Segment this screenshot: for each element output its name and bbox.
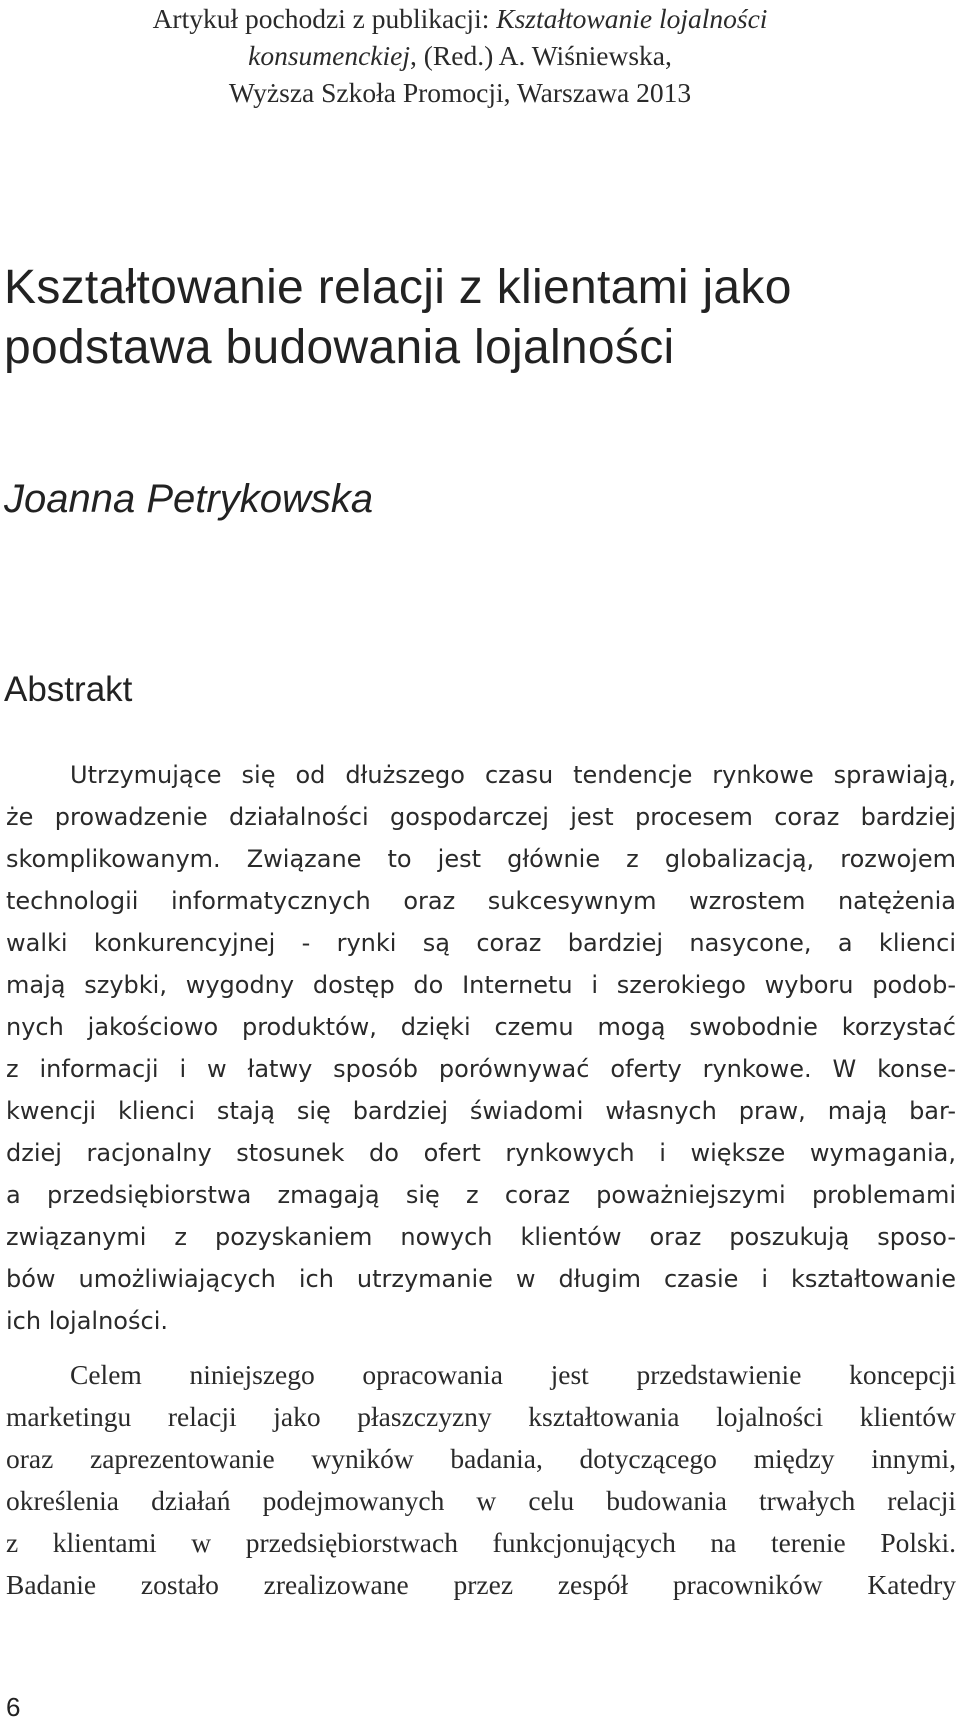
abstract-text xyxy=(6,754,956,1342)
article-title-line-1: Kształtowanie relacji z klientami jako xyxy=(4,261,792,314)
article-author: Joanna Petrykowska xyxy=(4,477,374,521)
abstract-line: związanymi z pozyskaniem nowych klientów oraz poszukują sposo- xyxy=(6,1223,956,1251)
article-title-line-2: podstawa budowania lojalności xyxy=(4,321,675,374)
publication-title-part-1: Kształtowanie lojalności xyxy=(496,3,768,34)
abstract-line: ich lojalności. xyxy=(6,1307,168,1335)
abstract-line: walki konkurencyjnej - rynki są coraz bardziej nasycone, a klienci xyxy=(6,929,956,957)
abstract-heading: Abstrakt xyxy=(4,670,133,709)
publication-title-part-2: konsumenckiej xyxy=(248,40,410,71)
abstract-line: mają szybki, wygodny dostęp do Internetu i szerokiego wyboru podob- xyxy=(6,971,956,999)
body-line: z klientami w przedsiębiorstwach funkcjonujących na terenie Polski. xyxy=(6,1527,956,1558)
abstract-line: Utrzymujące się od dłuższego czasu tendencje rynkowe sprawiają, xyxy=(70,761,956,789)
body-text xyxy=(6,1354,956,1606)
article-title xyxy=(4,258,954,378)
abstract-line: z informacji i w łatwy sposób porównywać oferty rynkowe. W konse- xyxy=(6,1055,956,1083)
body-line: Celem niniejszego opracowania jest przedstawienie koncepcji xyxy=(70,1359,956,1390)
publication-note-line-1 xyxy=(60,0,860,37)
abstract-line: dziej racjonalny stosunek do ofert rynkowych i większe wymagania, xyxy=(6,1139,956,1167)
abstract-line: nych jakościowo produktów, dzięki czemu mogą swobodnie korzystać xyxy=(6,1013,956,1041)
abstract-line: kwencji klienci stają się bardziej świadomi własnych praw, mają bar- xyxy=(6,1097,956,1125)
body-line: Badanie zostało zrealizowane przez zespół pracowników Katedry xyxy=(6,1569,956,1600)
publication-note-line-3: Wyższa Szkoła Promocji, Warszawa 2013 xyxy=(228,77,692,108)
body-line: marketingu relacji jako płaszczyzny kształtowania lojalności klientów xyxy=(6,1401,956,1432)
abstract-line: bów umożliwiających ich utrzymanie w długim czasie i kształtowanie xyxy=(6,1265,956,1293)
body-line: określenia działań podejmowanych w celu budowania trwałych relacji xyxy=(6,1485,956,1516)
publication-note-line-2 xyxy=(60,37,860,74)
abstract-line: skomplikowanym. Związane to jest głównie z globalizacją, rozwojem xyxy=(6,845,956,873)
abstract-line: technologii informatycznych oraz sukcesywnym wzrostem natężenia xyxy=(6,887,956,915)
publication-note xyxy=(60,0,860,111)
publication-note-prefix: Artykuł pochodzi z publikacji: xyxy=(152,3,497,34)
abstract-line: a przedsiębiorstwa zmagają się z coraz poważniejszymi problemami xyxy=(6,1181,956,1209)
body-line: oraz zaprezentowanie wyników badania, dotyczącego między innymi, xyxy=(6,1443,956,1474)
abstract-line: że prowadzenie działalności gospodarczej jest procesem coraz bardziej xyxy=(6,803,956,831)
publication-editor: , (Red.) A. Wiśniewska, xyxy=(409,40,672,71)
page-number: 6 xyxy=(6,1692,21,1722)
